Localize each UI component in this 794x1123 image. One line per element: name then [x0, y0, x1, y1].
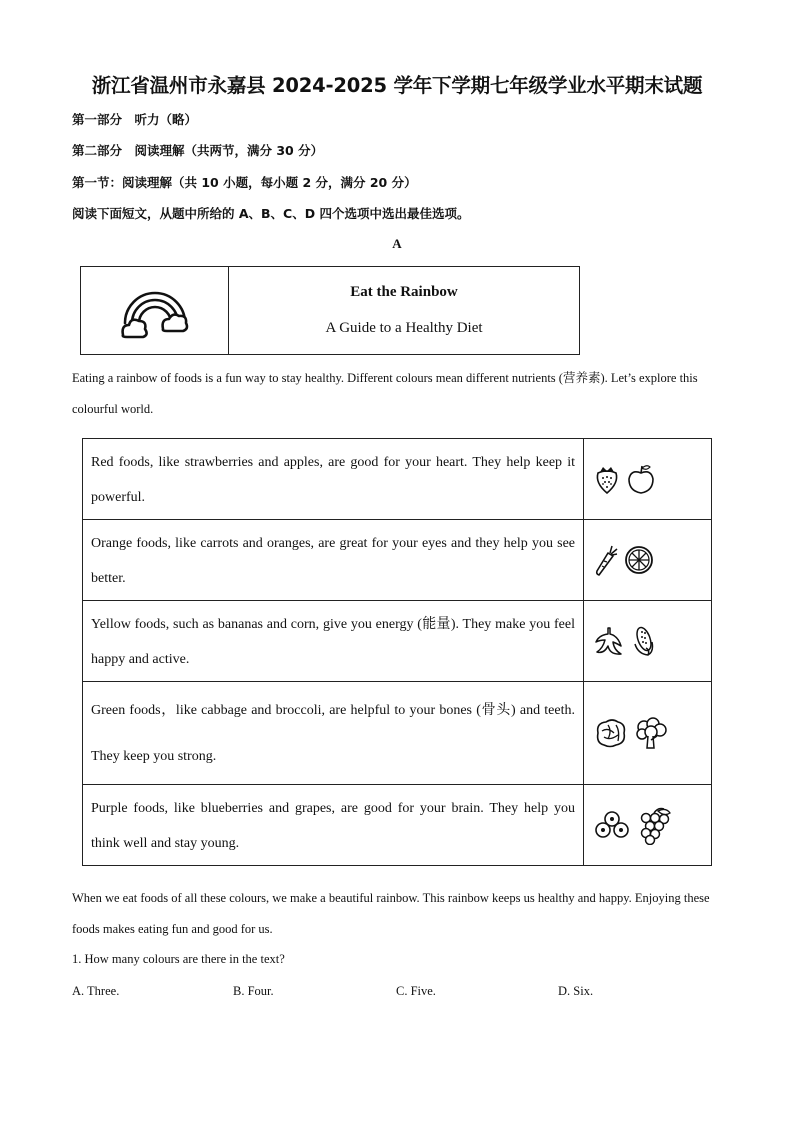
closing-paragraph: When we eat foods of all these colours, we make a beautiful rainbow. This rainbow keeps us healthy and happy. Enjoying these foods makes eating fun and good for us.: [72, 891, 710, 936]
banana-icon: [594, 624, 624, 658]
passage-header-box: [80, 266, 580, 355]
table-row: [83, 785, 712, 866]
blueberries-icon: [594, 810, 630, 840]
table-row: [83, 682, 712, 785]
grapes-icon: [636, 805, 672, 845]
table-row: [83, 601, 712, 682]
row-text-green: Green foods，like cabbage and broccoli, are helpful to your bones (骨头) and teeth. They keep you strong.: [83, 682, 584, 785]
corn-icon: [630, 624, 656, 658]
part2-heading: 第二部分 阅读理解（共两节，满分 30 分）: [72, 143, 324, 158]
row-text-purple: Purple foods, like blueberries and grapes, are good for your brain. They help you think well and stay young.: [83, 785, 584, 866]
option-b: B. Four.: [233, 984, 274, 998]
rainbow-icon-cell: [81, 267, 229, 354]
row-text-yellow: Yellow foods, such as bananas and corn, give you energy (能量). They make you feel happy and active.: [83, 601, 584, 682]
intro-paragraph: Eating a rainbow of foods is a fun way to stay healthy. Different colours mean different nutrients (营养素). Let’s explore this colourful world.: [72, 371, 698, 416]
food-colour-table: [82, 438, 712, 866]
instruction-text: 阅读下面短文，从题中所给的 A、B、C、D 四个选项中选出最佳选项。: [72, 206, 470, 221]
page-title: 浙江省温州市永嘉县 2024-2025 学年下学期七年级学业水平期末试题: [91, 74, 703, 97]
rainbow-icon: [119, 279, 191, 343]
passage-subtitle: A Guide to a Healthy Diet: [325, 320, 483, 336]
option-a: A. Three.: [72, 984, 120, 998]
question-1-stem: 1. How many colours are there in the text?: [72, 952, 285, 966]
cabbage-icon: [594, 717, 628, 749]
carrot-icon: [594, 543, 618, 577]
section1-heading: 第一节：阅读理解（共 10 小题，每小题 2 分，满分 20 分）: [72, 175, 417, 190]
row-text-orange: Orange foods, like carrots and oranges, are great for your eyes and they help you see better.: [83, 520, 584, 601]
apple-icon: [626, 463, 656, 495]
row-text-red: Red foods, like strawberries and apples, are good for your heart. They help keep it powerful.: [83, 439, 584, 520]
part1-heading: 第一部分 听力（略）: [72, 112, 198, 127]
orange-slice-icon: [624, 545, 654, 575]
option-c: C. Five.: [396, 984, 436, 998]
passage-title: Eat the Rainbow: [350, 284, 458, 300]
table-row: [83, 439, 712, 520]
strawberry-icon: [594, 463, 620, 495]
passage-letter: A: [392, 236, 402, 251]
option-d: D. Six.: [558, 984, 594, 998]
broccoli-icon: [634, 716, 668, 750]
table-row: [83, 520, 712, 601]
passage-header-text: [229, 267, 579, 354]
